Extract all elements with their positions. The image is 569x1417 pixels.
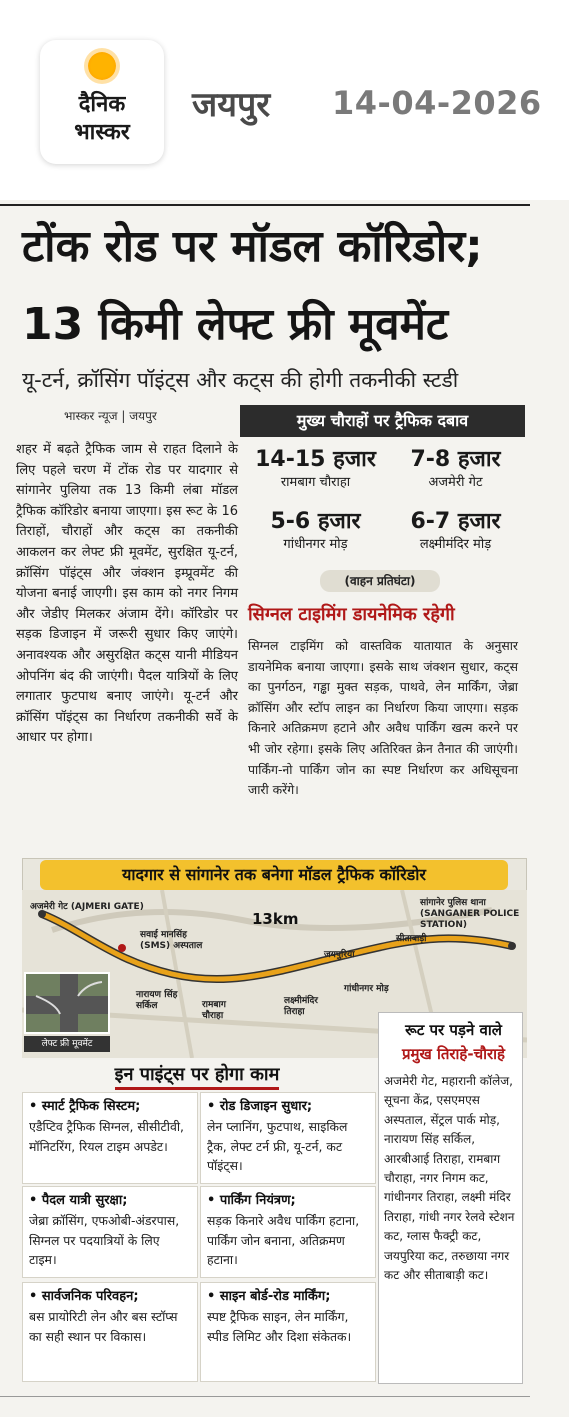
logo-line-2: भास्कर xyxy=(74,120,130,145)
map-label-sms: सवाई मानसिंह (SMS) अस्पताल xyxy=(140,930,203,951)
card-title: • सार्वजनिक परिवहन; xyxy=(29,1289,139,1304)
card-body: सड़क किनारे अवैध पार्किंग हटाना, पार्किंग जोन बनाना, अतिक्रमण हटाना। xyxy=(207,1213,360,1268)
map-label-sitabari: सीताबाड़ी xyxy=(396,934,427,944)
top-rule xyxy=(0,204,530,206)
intersection-illustration xyxy=(26,974,110,1034)
traffic-stat xyxy=(388,508,523,554)
route-title-2: प्रमुख तिराहे-चौराहे xyxy=(401,1045,506,1063)
page-header xyxy=(0,0,569,200)
byline: भास्कर न्यूज | जयपुर xyxy=(64,409,157,423)
work-points-title-text: इन पाइंट्स पर होगा काम xyxy=(115,1064,280,1090)
card-title: • स्मार्ट ट्रैफिक सिस्टम; xyxy=(29,1099,141,1114)
stat-location: अजमेरी गेट xyxy=(428,475,483,490)
card-body: एडैप्टिव ट्रैफिक सिग्नल, सीसीटीवी, मॉनिटरिंग, रियल टाइम अपडेट। xyxy=(29,1119,184,1154)
work-point-card xyxy=(22,1186,198,1278)
work-point-card xyxy=(200,1092,376,1184)
edition-date: 14-04-2026 xyxy=(332,84,542,122)
map-label-narayan: नारायण सिंह सर्किल xyxy=(136,990,178,1011)
work-point-card xyxy=(22,1092,198,1184)
card-body: स्पष्ट ट्रैफिक साइन, लेन मार्किंग, स्पीड लिमिट और दिशा संकेतक। xyxy=(207,1309,352,1344)
inset-caption: लेफ्ट फ्री मूवमेंट xyxy=(24,1036,110,1052)
card-body: बस प्रायोरिटी लेन और बस स्टॉप्स का सही स्थान पर विकास। xyxy=(29,1309,178,1344)
work-points-title xyxy=(22,1062,372,1086)
map-banner: यादगार से सांगानेर तक बनेगा मॉडल ट्रैफिक कॉरिडोर xyxy=(40,860,508,890)
article-body: शहर में बढ़ते ट्रैफिक जाम से राहत दिलाने के लिए पहले चरण में टोंक रोड पर यादगार से सांगानेर पुलिया तक 13 किमी लंबा मॉडल ट्रैफिक कॉरिडोर बनाया जाएगा। इस रूट के 16 तिराहों, चौराहों और कट्स का तकनीकी आकलन कर लेफ्ट फ्री मूवमेंट, सुरक्षित यू-टर्न, क्रॉसिंग पॉइंट्स और जंक्शन इम्प्रूवमेंट की योजना बनाई जाएगी। इस काम को नगर निगम और जेडीए मिलकर अंजाम देंगे। कॉरिडोर पर सड़क डिजाइन में जरूरी सुधार किए जाएंगे। अनावश्यक और असुरक्षित कट्स यानी मीडियन ओपनिंग बंद की जाएंगी। पैदल यात्रियों के लिए लगातार फुटपाथ बनाए जाएंगे। यू-टर्न और क्रॉसिंग पॉइंट्स का निर्धारण तकनीकी सर्वे के आधार पर होगा। xyxy=(16,442,238,746)
card-title: • साइन बोर्ड-रोड मार्किंग; xyxy=(207,1289,331,1304)
map-label-gandhi: गांधीनगर मोड़ xyxy=(344,984,389,994)
traffic-pressure-title: मुख्य चौराहों पर ट्रैफिक दबाव xyxy=(240,405,525,437)
map-label-jaipuria: जयपुरिया xyxy=(324,950,355,960)
map-label-laxmi: लक्ष्मीमंदिर तिराहा xyxy=(284,996,318,1017)
traffic-stat xyxy=(248,446,383,492)
work-point-card xyxy=(200,1186,376,1278)
stat-location: लक्ष्मीमंदिर मोड़ xyxy=(419,537,492,552)
route-junctions-list: अजमेरी गेट, महारानी कॉलेज, सूचना केंद्र, एसएमएस अस्पताल, सेंट्रल पार्क मोड़, नारायण सिंह सर्किल, आरबीआई तिराहा, रामबाग चौराहा, नगर निगम कट, गांधीनगर तिराहा, लक्ष्मी मंदिर तिराहा, गांधी नगर रेलवे स्टेशन कट, ग्लास फैक्ट्री कट, जयपुरिया कट, तरुछाया नगर कट और सीताबाड़ी कट। xyxy=(384,1074,515,1283)
work-point-card xyxy=(22,1282,198,1382)
traffic-stat xyxy=(248,508,383,554)
edition-city: जयपुर xyxy=(192,85,271,125)
card-title: • पार्किंग नियंत्रण; xyxy=(207,1193,296,1208)
dainik-bhaskar-logo xyxy=(40,40,164,164)
card-title: • रोड डिजाइन सुधार; xyxy=(207,1099,313,1114)
signal-timing-title: सिग्नल टाइमिंग डायनेमिक रहेगी xyxy=(248,604,455,625)
work-point-card xyxy=(200,1282,376,1382)
card-body: लेन प्लानिंग, फुटपाथ, साइकिल ट्रैक, लेफ्ट टर्न फ्री, यू-टर्न, कट पॉइंट्स। xyxy=(207,1119,348,1174)
signal-timing-body: सिग्नल टाइमिंग को वास्तविक यातायात के अनुसार डायनेमिक बनाया जाएगा। इसके साथ जंक्शन सुधार, कट्स का पुनर्गठन, गड्ढा मुक्त सड़क, पाथवे, लेन मार्किंग, जेब्रा क्रॉसिंग और स्टॉप लाइन का निर्धारण किया जाएगा। सड़क किनारे अतिक्रमण हटाने और अवैध पार्किंग खत्म करने पर भी जोर रहेगा। इसके लिए अतिरिक्त क्रेन तैनात की जाएंगी। पार्किंग-नो पार्किंग जोन का स्पष्ट निर्धारण कर अधिसूचना जारी करेंगे। xyxy=(248,638,518,798)
map-label-sanganer: सांगानेर पुलिस थाना (SANGANER POLICE STATION) xyxy=(420,898,520,930)
traffic-stat xyxy=(388,446,523,492)
map-label-rambagh: रामबाग चौराहा xyxy=(202,1000,226,1021)
stat-unit-badge: (वाहन प्रतिघंटा) xyxy=(320,570,440,592)
card-title: • पैदल यात्री सुरक्षा; xyxy=(29,1193,128,1208)
route-title-1: रूट पर पड़ने वाले xyxy=(405,1021,502,1039)
headline-line-2: 13 किमी लेफ्ट फ्री मूवमेंट xyxy=(22,299,449,350)
left-free-inset-photo xyxy=(24,972,110,1034)
stat-location: गांधीनगर मोड़ xyxy=(283,537,348,552)
stat-value: 14-15 हजार xyxy=(255,447,376,472)
sms-hospital-marker xyxy=(118,944,126,952)
sanganer-marker xyxy=(508,942,516,950)
stat-value: 6-7 हजार xyxy=(410,509,501,534)
subheadline: यू-टर्न, क्रॉसिंग पॉइंट्स और कट्स की होगी तकनीकी स्टडी xyxy=(22,368,459,392)
stat-value: 5-6 हजार xyxy=(270,509,361,534)
sun-icon xyxy=(88,52,116,80)
card-body: जेब्रा क्रॉसिंग, एफओबी-अंडरपास, सिग्नल पर पदयात्रियों के लिए टाइम। xyxy=(29,1213,180,1268)
distance-label: 13km xyxy=(252,910,299,928)
bottom-rule xyxy=(0,1396,530,1397)
map-label-ajmeri-gate: अजमेरी गेट (AJMERI GATE) xyxy=(30,902,144,912)
headline-line-1: टोंक रोड पर मॉडल कॉरिडोर; xyxy=(22,221,483,272)
logo-line-1: दैनिक xyxy=(78,92,126,117)
stat-location: रामबाग चौराहा xyxy=(280,475,351,490)
stat-value: 7-8 हजार xyxy=(410,447,501,472)
